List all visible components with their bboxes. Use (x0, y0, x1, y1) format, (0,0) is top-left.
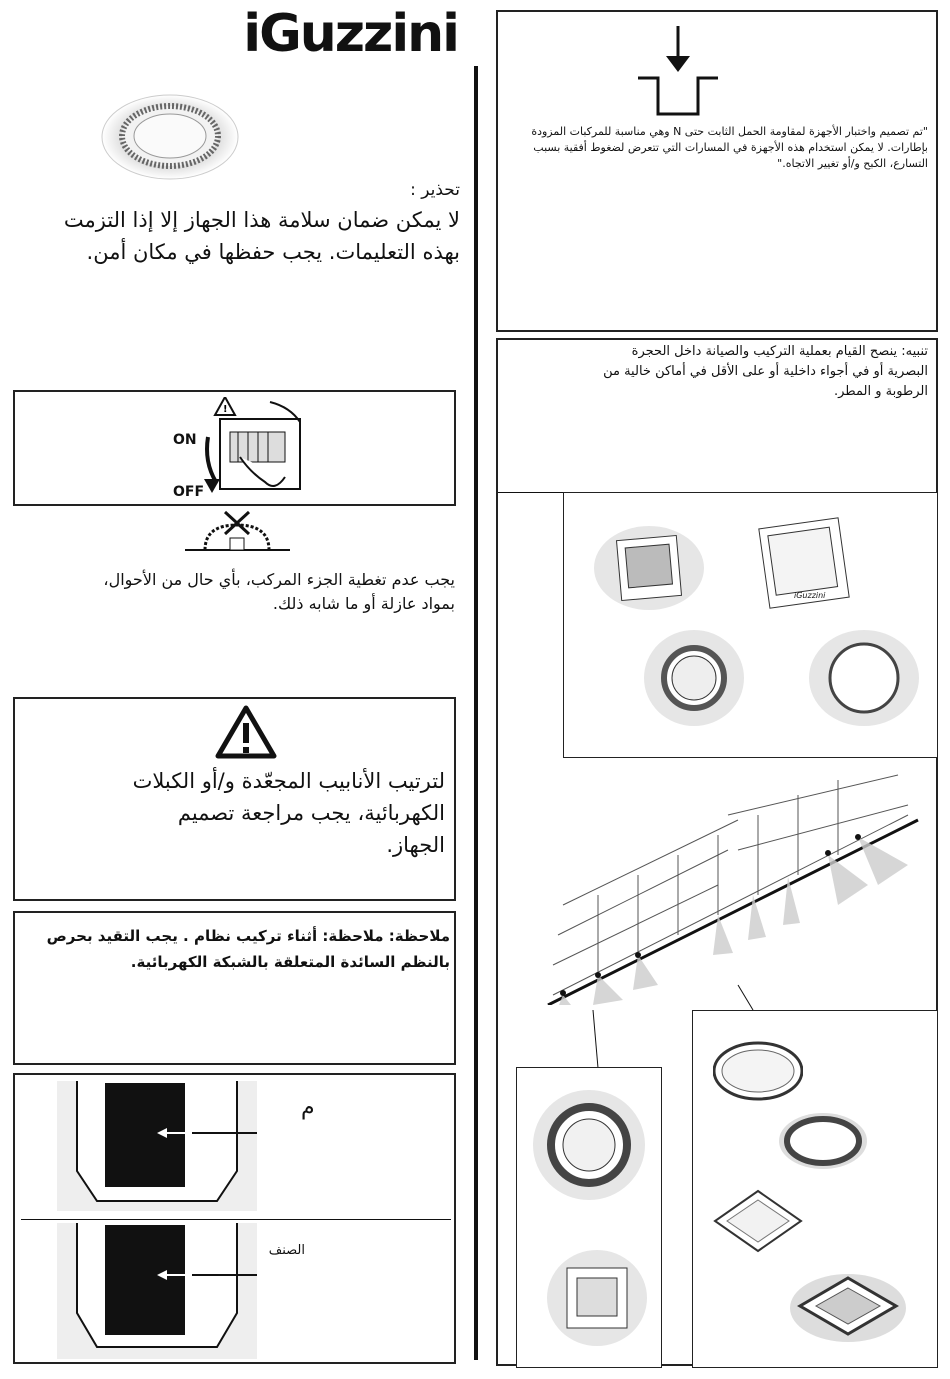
install-diagram-2 (57, 1223, 257, 1359)
power-off-box (13, 390, 456, 506)
load-info-box (496, 10, 938, 332)
install-diagram-1 (57, 1081, 257, 1211)
warning-triangle-icon (215, 705, 277, 759)
warning-title: تحذير : (410, 180, 460, 200)
load-icon (638, 26, 718, 118)
product-lineup-box (563, 492, 938, 758)
no-cover-text: يجب عدم تغطية الجزء المركب، بأي حال من الأحوال، بمواد عازلة أو ما شابه ذلك. (103, 570, 455, 613)
floor-fixtures-box (692, 1010, 938, 1368)
round-fixture-2 (809, 628, 919, 728)
round-fixture-image (100, 92, 240, 182)
round-fixture-1 (644, 628, 744, 728)
no-cover-icon (185, 510, 290, 560)
floor-round-fixture-2 (778, 1111, 868, 1171)
brand-logo: iGuzzini (243, 4, 458, 64)
caution-box (496, 338, 938, 1366)
switch-off-label: OFF (173, 484, 205, 500)
note-box (13, 911, 456, 1065)
section-divider (21, 1219, 451, 1220)
column-divider (474, 66, 478, 1360)
wall-fixtures-box (516, 1067, 662, 1368)
warning-text: لا يمكن ضمان سلامة هذا الجهاز إلا إذا التزمت بهذه التعليمات. يجب حفظها في مكان أمن. (63, 208, 460, 264)
caution-text: تنبيه: ينصح القيام بعملية التركيب والصيانة داخل الحجرة البصرية أو في أجواء داخلية أو على الأقل في أماكن خالية من الرطوبة و المطر. (603, 344, 928, 399)
install-label-1: م (301, 1095, 315, 1120)
floor-square-fixture-2 (788, 1266, 908, 1346)
square-fixture-1 (594, 523, 704, 613)
conduit-warning-box (13, 697, 456, 901)
svg-text:!: ! (223, 404, 228, 415)
floor-square-fixture-1 (713, 1186, 803, 1256)
switch-on-label: ON (173, 432, 197, 448)
install-label-2: الصنف (268, 1243, 305, 1258)
square-wall-fixture (547, 1248, 647, 1348)
installation-section-box (13, 1073, 456, 1364)
product-brand-label: iGuzzini (794, 591, 826, 600)
conduit-text: لترتيب الأنابيب المجعّدة و/أو الكبلات الكهربائية، يجب مراجعة تصميم الجهاز. (132, 769, 445, 857)
note-text: ملاحظة: ملاحظة: أثناء تركيب نظام . يجب التقيد بحرص بالنظم السائدة المتعلقة بالشبكة الكهربائية. (46, 927, 450, 971)
electrical-panel-icon (200, 397, 310, 502)
round-wall-fixture (532, 1088, 647, 1203)
floor-round-fixture-1 (713, 1041, 803, 1101)
load-text: "تم تصميم واختبار الأجهزة لمقاومة الحمل الثابت حتى N وهي مناسبة للمركبات المزودة بإطارات. لا يمكن استخدام هذه الأجهزة في المسارات التي تتعرض لضغوط أفقية بسبب التسارع، الكبح و/أو تغيير الاتجاه." (531, 125, 928, 170)
